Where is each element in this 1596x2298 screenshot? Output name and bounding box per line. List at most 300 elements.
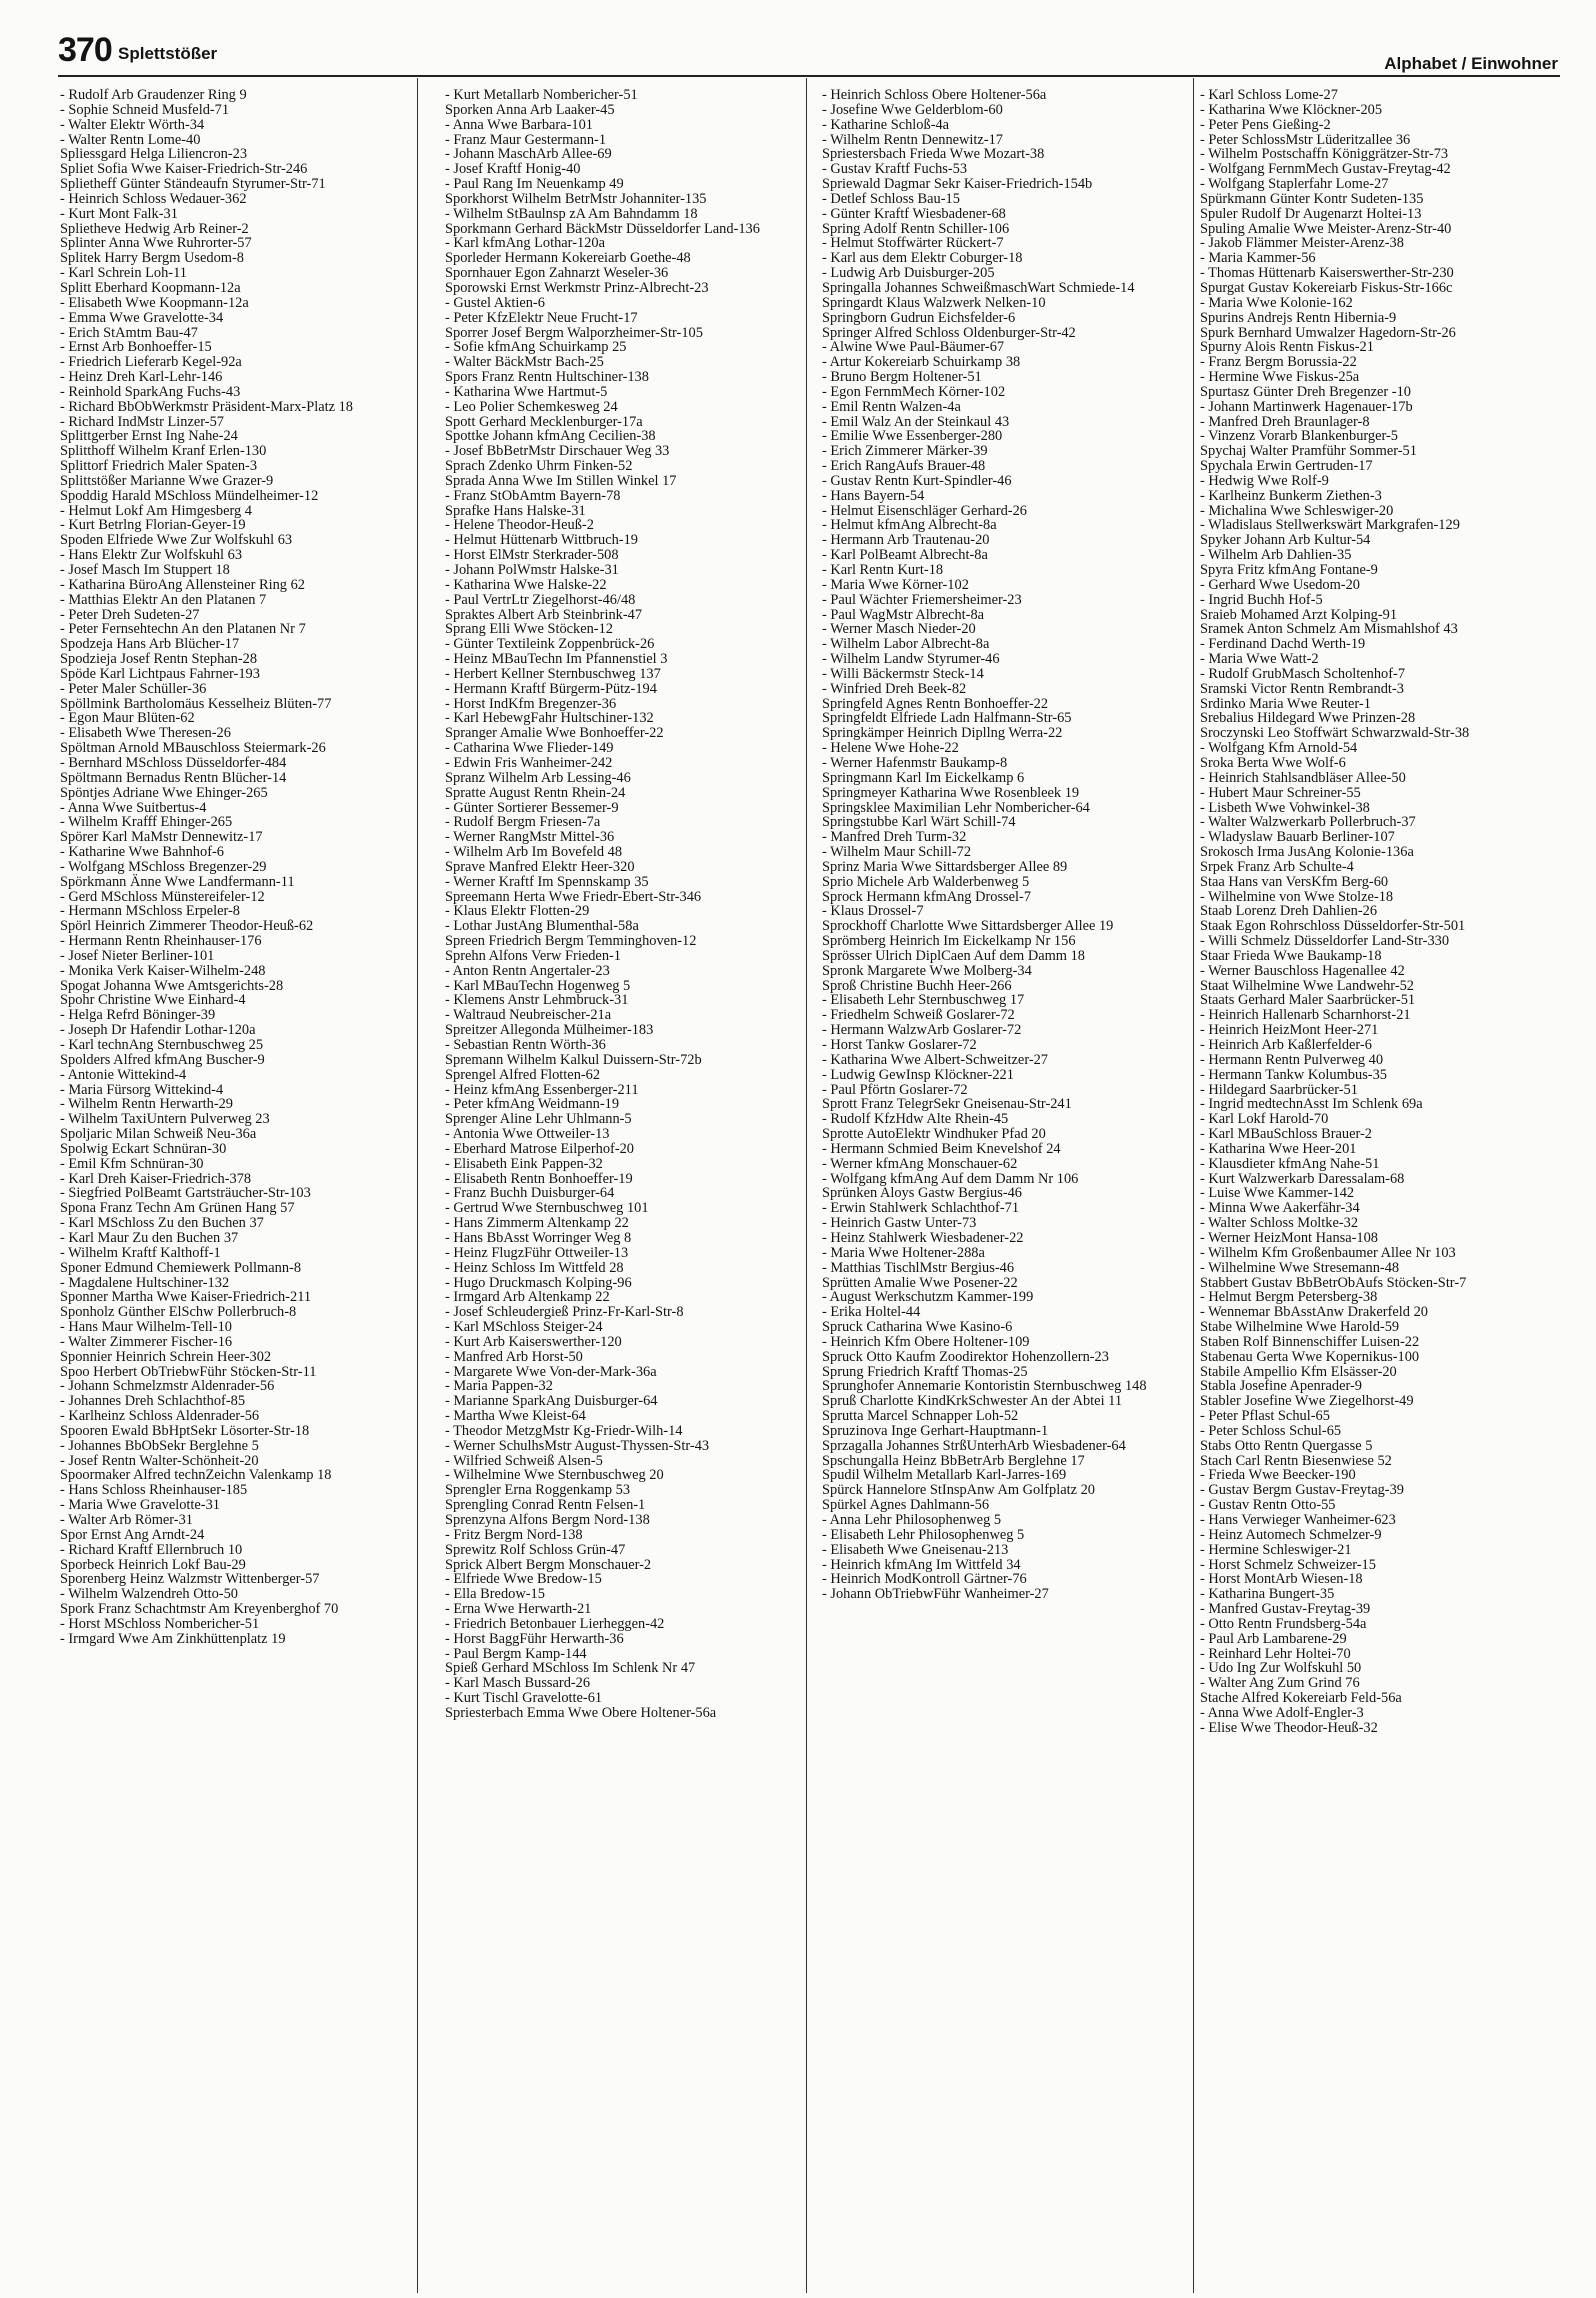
directory-entry: - Wilhelm Maur Schill-72 (822, 844, 972, 861)
directory-entry: - Walter Schloss Moltke-32 (1200, 1215, 1359, 1232)
directory-entry: - Johannes BbObSekr Berglehne 5 (60, 1437, 259, 1454)
directory-entry: - Theodor MetzgMstr Kg-Friedr-Wilh-14 (445, 1422, 683, 1439)
directory-entry: Staben Rolf Binnenschiffer Luisen-22 (1200, 1333, 1420, 1350)
directory-entry: - Rudolf Arb Graudenzer Ring 9 (60, 88, 247, 103)
directory-entry: - Irmgard Arb Altenkamp 22 (445, 1289, 610, 1306)
directory-entry: - Emma Wwe Gravelotte-34 (60, 309, 224, 326)
directory-entry: - Katharina Bungert-35 (1200, 1586, 1335, 1603)
directory-entry: Spremann Wilhelm Kalkul Duissern-Str-72b (445, 1051, 702, 1068)
directory-entry: - Katharina Wwe Halske-22 (445, 576, 607, 593)
directory-entry: - Hans Verwieger Wanheimer-623 (1200, 1512, 1396, 1528)
directory-entry: - Willi Bäckermstr Steck-14 (822, 665, 984, 682)
directory-entry: - Rudolf GrubMasch Scholtenhof-7 (1200, 665, 1406, 682)
directory-entry: - Günter Sortierer Bessemer-9 (445, 799, 619, 816)
directory-entry: - Paul Bergm Kamp-144 (445, 1645, 587, 1662)
directory-entry: - Ludwig GewInsp Klöckner-221 (822, 1066, 1014, 1083)
directory-entry: - Günter Kraftf Wiesbadener-68 (822, 205, 1006, 222)
directory-entry: - Helga Refrd Böninger-39 (60, 1007, 216, 1024)
directory-entry: Spuler Rudolf Dr Augenarzt Holtei-13 (1200, 205, 1422, 222)
directory-entry: - Maria Wwe Körner-102 (822, 576, 969, 593)
directory-entry: - Emil Kfm Schnüran-30 (60, 1155, 204, 1172)
directory-entry: Sprach Zdenko Uhrm Finken-52 (445, 458, 633, 475)
directory-entry: - Bernhard MSchloss Düsseldorfer-484 (60, 754, 287, 771)
directory-entry: - Heinz Stahlwerk Wiesbadener-22 (822, 1229, 1024, 1246)
directory-entry: - Peter KfzElektr Neue Frucht-17 (445, 309, 638, 326)
directory-entry: - Werner kfmAng Monschauer-62 (822, 1155, 1018, 1172)
directory-entry: - Walter Rentn Lome-40 (60, 131, 201, 148)
directory-entry: - Manfred Dreh Turm-32 (822, 829, 967, 846)
directory-entry: Srokosch Irma JusAng Kolonie-136a (1200, 844, 1414, 861)
directory-entry: Spschungalla Heinz BbBetrArb Berglehne 17 (822, 1452, 1085, 1469)
directory-entry: - Karl technAng Sternbuschweg 25 (60, 1037, 264, 1053)
section-title: Alphabet / Einwohner (1384, 54, 1558, 73)
directory-entry: Spliessgard Helga Liliencron-23 (60, 146, 248, 163)
directory-entry: - Klemens Anstr Lehmbruck-31 (445, 992, 629, 1009)
directory-entry: Sproß Christine Buchh Heer-266 (822, 977, 1012, 994)
directory-entry: - Kurt Arb Kaiserswerther-120 (445, 1333, 622, 1350)
directory-entry: - Erich StAmtm Bau-47 (60, 324, 198, 341)
directory-entry: - Hermann Rentn Rheinhauser-176 (60, 933, 262, 950)
directory-entry: - Karl HebewgFahr Hultschiner-132 (445, 710, 654, 727)
directory-entry: - Heinrich Arb Kaßlerfelder-6 (1200, 1037, 1372, 1053)
directory-entry: Sprang Elli Wwe Stöcken-12 (445, 621, 613, 638)
directory-entry: - Sebastian Rentn Wörth-36 (445, 1037, 606, 1053)
directory-entry: - Wilhelm Arb Im Bovefeld 48 (445, 844, 623, 861)
directory-entry: Spoden Elfriede Wwe Zur Wolfskuhl 63 (60, 532, 293, 549)
directory-entry: - Hans Zimmerm Altenkamp 22 (445, 1215, 629, 1232)
directory-entry: Splittgerber Ernst Ing Nahe-24 (60, 428, 238, 445)
directory-entry: - Gerhard Wwe Usedom-20 (1200, 576, 1360, 593)
directory-entry: Stache Alfred Kokereiarb Feld-56a (1200, 1690, 1402, 1707)
directory-entry: Springfeldt Elfriede Ladn Halfmann-Str-65 (822, 710, 1072, 727)
directory-entry: - Werner SchulhsMstr August-Thyssen-Str-43 (445, 1437, 710, 1454)
directory-entry: - Josefine Wwe Gelderblom-60 (822, 101, 1003, 118)
directory-entry: - Karl Schloss Lome-27 (1200, 88, 1338, 103)
directory-entry: - Richard Kraftf Ellernbruch 10 (60, 1541, 243, 1558)
directory-entry: - Elisabeth Wwe Koopmann-12a (60, 294, 249, 311)
directory-entry: - Rudolf KfzHdw Alte Rhein-45 (822, 1111, 1009, 1128)
directory-entry: Springfeld Agnes Rentn Bonhoeffer-22 (822, 695, 1049, 712)
directory-entry: - Wilhelm Kfm Großenbaumer Allee Nr 103 (1200, 1244, 1456, 1261)
directory-entry: Splittorf Friedrich Maler Spaten-3 (60, 458, 258, 475)
directory-entry: Spreemann Herta Wwe Friedr-Ebert-Str-346 (445, 888, 702, 905)
directory-entry: Spürkmann Günter Kontr Sudeten-135 (1200, 190, 1424, 207)
directory-entry: - Hermann Rentn Pulverweg 40 (1200, 1051, 1384, 1068)
directory-entry: - Udo Ing Zur Wolfskuhl 50 (1200, 1660, 1362, 1677)
page-header (58, 30, 1558, 76)
directory-entry: Spürkel Agnes Dahlmann-56 (822, 1497, 990, 1514)
directory-entry: Springborn Gudrun Eichsfelder-6 (822, 309, 1016, 326)
directory-entry: - Ingrid Buchh Hof-5 (1200, 591, 1323, 608)
directory-entry: - Günter Textileink Zoppenbrück-26 (445, 636, 655, 653)
directory-entry: - Helmut kfmAng Albrecht-8a (822, 517, 997, 534)
directory-entry: Spörl Heinrich Zimmerer Theodor-Heuß-62 (60, 918, 314, 935)
directory-entry: - Karl aus dem Elektr Coburger-18 (822, 250, 1023, 267)
directory-entry: Spona Franz Techn Am Grünen Hang 57 (60, 1200, 295, 1217)
directory-entry: - Johann ObTriebwFühr Wanheimer-27 (822, 1586, 1049, 1603)
directory-entry: Sroczynski Leo Stoffwärt Schwarzwald-Str-38 (1200, 725, 1470, 742)
directory-entry: Sprengler Erna Roggenkamp 53 (445, 1482, 631, 1499)
directory-entry: Sporkhorst Wilhelm BetrMstr Johanniter-135 (445, 190, 707, 207)
directory-entry: - Wilhelm StBaulnsp zA Am Bahndamm 18 (445, 205, 698, 222)
directory-entry: Staa Hans van VersKfm Berg-60 (1200, 873, 1389, 890)
directory-entry: Sprütten Amalie Wwe Posener-22 (822, 1274, 1018, 1291)
directory-entry: Spors Franz Rentn Hultschiner-138 (445, 369, 649, 386)
directory-entry: - Leo Polier Schemkesweg 24 (445, 398, 618, 415)
directory-entry: - Katharina Wwe Hartmut-5 (445, 383, 608, 400)
directory-entry: - Elisabeth Lehr Sternbuschweg 17 (822, 992, 1025, 1009)
directory-entry: - Vinzenz Vorarb Blankenburger-5 (1200, 428, 1398, 445)
directory-entry: - Magdalene Hultschiner-132 (60, 1274, 230, 1291)
directory-entry: - Martha Wwe Kleist-64 (445, 1408, 586, 1425)
directory-entry: Spöltman Arnold MBauschloss Steiermark-26 (60, 740, 326, 757)
directory-entry: - Karl MSchloss Steiger-24 (445, 1319, 603, 1336)
directory-entry: - Karl Rentn Kurt-18 (822, 562, 944, 578)
directory-entry: - Kurt Mont Falk-31 (60, 205, 178, 222)
directory-entry: - Hans Bayern-54 (822, 487, 925, 504)
directory-entry: - Karl MBauTechn Hogenweg 5 (445, 977, 631, 994)
directory-entry: - Heinrich ModKontroll Gärtner-76 (822, 1571, 1027, 1588)
directory-entry: Spurk Bernhard Umwalzer Hagedorn-Str-26 (1200, 324, 1456, 341)
directory-entry: - Heinz FlugzFühr Ottweiler-13 (445, 1244, 629, 1261)
directory-entry: - Kurt Tischl Gravelotte-61 (445, 1690, 603, 1707)
directory-entry: Spranz Wilhelm Arb Lessing-46 (445, 769, 631, 786)
directory-entry: Spurtasz Günter Dreh Bregenzer -10 (1200, 383, 1411, 400)
directory-entry: - Heinz Automech Schmelzer-9 (1200, 1526, 1382, 1543)
directory-entry: - Wilhelm Landw Styrumer-46 (822, 651, 1000, 668)
directory-entry: - Horst ElMstr Sterkrader-508 (445, 547, 619, 564)
column-1 (60, 88, 410, 2283)
directory-entry: Sporken Anna Arb Laaker-45 (445, 101, 615, 118)
directory-entry: Spohr Christine Wwe Einhard-4 (60, 992, 246, 1009)
directory-entry: - Wolfgang Kfm Arnold-54 (1200, 740, 1358, 757)
directory-entry: - Gustav Rentn Kurt-Spindler-46 (822, 472, 1012, 489)
directory-entry: Sprzagalla Johannes StrßUnterhArb Wiesbadener-64 (822, 1437, 1126, 1454)
directory-entry: Stabla Josefine Apenrader-9 (1200, 1378, 1362, 1395)
directory-entry: - Walter Walzwerkarb Pollerbruch-37 (1200, 814, 1416, 831)
directory-entry: Springstubbe Karl Wärt Schill-74 (822, 814, 1016, 831)
directory-entry: - Karlheinz Bunkerm Ziethen-3 (1200, 487, 1382, 504)
directory-entry: Srpek Franz Arb Schulte-4 (1200, 858, 1354, 875)
directory-entry: - Hubert Maur Schreiner-55 (1200, 784, 1361, 801)
directory-entry: - Maria Wwe Holtener-288a (822, 1244, 985, 1261)
directory-entry: Sprewitz Rolf Schloss Grün-47 (445, 1541, 626, 1558)
directory-entry: Stach Carl Rentn Biesenwiese 52 (1200, 1452, 1392, 1469)
directory-entry: Sprutta Marcel Schnapper Loh-52 (822, 1408, 1019, 1425)
directory-entry: - Katharina Wwe Albert-Schweitzer-27 (822, 1051, 1049, 1068)
directory-entry: Spruß Charlotte KindKrkSchwester An der Abtei 11 (822, 1393, 1123, 1410)
directory-entry: Staar Frieda Wwe Baukamp-18 (1200, 947, 1382, 964)
column-divider (417, 78, 418, 2293)
directory-entry: - Ferdinand Dachd Werth-19 (1200, 636, 1366, 653)
directory-entry: - Walter Ang Zum Grind 76 (1200, 1675, 1360, 1692)
directory-entry: - Peter Pens Gießing-2 (1200, 116, 1331, 133)
directory-entry: Srdinko Maria Wwe Reuter-1 (1200, 695, 1371, 712)
directory-entry: - Kurt Betrlng Florian-Geyer-19 (60, 517, 246, 534)
directory-entry: - Helmut Bergm Petersberg-38 (1200, 1289, 1378, 1306)
directory-entry: Spurny Alois Rentn Fiskus-21 (1200, 339, 1374, 356)
directory-entry: Sprunghofer Annemarie Kontoristin Sternbuschweg 148 (822, 1378, 1147, 1395)
directory-entry: Spöltmann Bernadus Rentn Blücher-14 (60, 769, 287, 786)
directory-entry: - Katharina Wwe Heer-201 (1200, 1140, 1357, 1157)
directory-entry: - Heinrich kfmAng Im Wittfeld 34 (822, 1556, 1021, 1573)
directory-entry: - Luise Wwe Kammer-142 (1200, 1185, 1355, 1202)
directory-entry: - Emilie Wwe Essenberger-280 (822, 428, 1003, 445)
directory-entry: - Walter Elektr Wörth-34 (60, 116, 205, 133)
directory-entry: Sprockhoff Charlotte Wwe Sittardsberger Allee 19 (822, 918, 1114, 935)
directory-entry: - Karl Dreh Kaiser-Friedrich-378 (60, 1170, 252, 1187)
directory-entry: - Helene Theodor-Heuß-2 (445, 517, 594, 534)
directory-entry: - Frieda Wwe Beecker-190 (1200, 1467, 1356, 1484)
directory-entry: Staats Gerhard Maler Saarbrücker-51 (1200, 992, 1416, 1009)
directory-entry: - Horst MontArb Wiesen-18 (1200, 1571, 1363, 1588)
directory-entry: - Erika Holtel-44 (822, 1304, 921, 1321)
directory-entry: - Walter Zimmerer Fischer-16 (60, 1333, 233, 1350)
directory-entry: Sroka Berta Wwe Wolf-6 (1200, 754, 1346, 771)
directory-entry: Spychaj Walter Pramführ Sommer-51 (1200, 443, 1417, 460)
directory-entry: - Thomas Hüttenarb Kaiserswerther-Str-230 (1200, 265, 1454, 282)
directory-entry: Spogat Johanna Wwe Amtsgerichts-28 (60, 977, 284, 994)
directory-entry: - Elfriede Wwe Bredow-15 (445, 1571, 602, 1588)
directory-entry: - Elisabeth Lehr Philosophenweg 5 (822, 1526, 1025, 1543)
directory-entry: - Gustav Kraftf Fuchs-53 (822, 161, 968, 178)
directory-entry: - Johannes Dreh Schlachthof-85 (60, 1393, 246, 1410)
directory-entry: - Heinrich HeizMont Heer-271 (1200, 1022, 1379, 1039)
directory-entry: Sporrer Josef Bergm Walporzheimer-Str-105 (445, 324, 703, 341)
directory-entry: - Katharina Wwe Klöckner-205 (1200, 101, 1383, 118)
directory-entry: - Reinhold SparkAng Fuchs-43 (60, 383, 241, 400)
directory-entry: - Hugo Druckmasch Kolping-96 (445, 1274, 632, 1291)
directory-entry: - Matthias TischlMstr Bergius-46 (822, 1259, 1015, 1276)
directory-entry: - Hermann MSchloss Erpeler-8 (60, 903, 240, 920)
directory-entry: - Wolfgang MSchloss Bregenzer-29 (60, 858, 267, 875)
directory-entry: Sporbeck Heinrich Lokf Bau-29 (60, 1556, 246, 1573)
directory-entry: - Helmut Hüttenarb Wittbruch-19 (445, 532, 638, 549)
directory-entry: Sprengling Conrad Rentn Felsen-1 (445, 1497, 646, 1514)
directory-entry: - Josef Nieter Berliner-101 (60, 947, 215, 964)
directory-entry: Sprafke Hans Halske-31 (445, 502, 586, 519)
directory-entry: - Hermine Wwe Fiskus-25a (1200, 369, 1360, 386)
directory-entry: - Peter Dreh Sudeten-27 (60, 606, 200, 623)
directory-entry: Spoo Herbert ObTriebwFühr Stöcken-Str-11 (60, 1363, 317, 1380)
directory-entry: - Hermine Schleswiger-21 (1200, 1541, 1352, 1558)
directory-entry: Spodzeja Hans Arb Blücher-17 (60, 636, 240, 653)
directory-entry: Sprenzyna Alfons Bergm Nord-138 (445, 1512, 650, 1528)
directory-entry: - Sophie Schneid Musfeld-71 (60, 101, 230, 118)
directory-entry: - Karl Lokf Harold-70 (1200, 1111, 1329, 1128)
directory-entry: Spodzieja Josef Rentn Stephan-28 (60, 651, 258, 668)
directory-entry: Staab Lorenz Dreh Dahlien-26 (1200, 903, 1378, 920)
directory-entry: - Peter Maler Schüller-36 (60, 680, 207, 697)
directory-entry: - Minna Wwe Aakerfähr-34 (1200, 1200, 1360, 1217)
directory-entry: - Anna Lehr Philosophenweg 5 (822, 1512, 1002, 1528)
directory-entry: - Karl MBauSchloss Brauer-2 (1200, 1126, 1372, 1143)
directory-entry: Sprehn Alfons Verw Frieden-1 (445, 947, 621, 964)
directory-entry: Sprösser Ulrich DiplCaen Auf dem Damm 18 (822, 947, 1085, 964)
directory-entry: Springalla Johannes SchweißmaschWart Schmiede-14 (822, 279, 1135, 296)
directory-entry: Stabbert Gustav BbBetrObAufs Stöcken-Str-7 (1200, 1274, 1467, 1291)
directory-entry: - Siegfried PolBeamt Gartsträucher-Str-103 (60, 1185, 311, 1202)
directory-entry: Spratte August Rentn Rhein-24 (445, 784, 626, 801)
directory-entry: - Jakob Flämmer Meister-Arenz-38 (1200, 235, 1404, 252)
directory-entry: Sramek Anton Schmelz Am Mismahlshof 43 (1200, 621, 1458, 638)
directory-entry: - Heinrich Gastw Unter-73 (822, 1215, 977, 1232)
directory-entry: - Karlheinz Schloss Aldenrader-56 (60, 1408, 260, 1425)
directory-entry: - Wladyslaw Bauarb Berliner-107 (1200, 829, 1395, 846)
directory-entry: - Maria Fürsorg Wittekind-4 (60, 1081, 224, 1098)
directory-entry: - Johann Martinwerk Hagenauer-17b (1200, 398, 1413, 415)
directory-entry: Sprengel Alfred Flotten-62 (445, 1066, 601, 1083)
directory-entry: - Franz StObAmtm Bayern-78 (445, 487, 621, 504)
directory-entry: - Manfred Arb Horst-50 (445, 1348, 583, 1365)
directory-entry: Spork Franz Schachtmstr Am Kreyenberghof 70 (60, 1601, 339, 1618)
directory-entry: - Walter BäckMstr Bach-25 (445, 354, 604, 371)
directory-entry: - Artur Kokereiarb Schuirkamp 38 (822, 354, 1021, 371)
directory-entry: Spreitzer Allegonda Mülheimer-183 (445, 1022, 654, 1039)
directory-entry: - Kurt Metallarb Nombericher-51 (445, 88, 638, 103)
column-3 (822, 88, 1172, 2283)
directory-entry: - Peter Pflast Schul-65 (1200, 1408, 1330, 1425)
directory-entry: - Hermann Arb Trautenau-20 (822, 532, 990, 549)
directory-entry: - Wladislaus Stellwerkswärt Markgrafen-129 (1200, 517, 1460, 534)
directory-entry: - Peter SchlossMstr Lüderitzallee 36 (1200, 131, 1411, 148)
directory-entry: - Catharina Wwe Flieder-149 (445, 740, 614, 757)
directory-entry: - Paul VertrLtr Ziegelhorst-46/48 (445, 591, 636, 608)
directory-entry: - Josef BbBetrMstr Dirschauer Weg 33 (445, 443, 670, 460)
directory-entry: - Johann Schmelzmstr Aldenrader-56 (60, 1378, 275, 1395)
directory-entry: - Emil Rentn Walzen-4a (822, 398, 961, 415)
directory-entry: - Friedrich Lieferarb Kegel-92a (60, 354, 242, 371)
directory-entry: - Rudolf Bergm Friesen-7a (445, 814, 601, 831)
directory-entry: - Richard BbObWerkmstr Präsident-Marx-Platz 18 (60, 398, 353, 415)
directory-entry: - Detlef Schloss Bau-15 (822, 190, 960, 207)
directory-entry: Spyra Fritz kfmAng Fontane-9 (1200, 562, 1378, 578)
directory-entry: - Katharine Schloß-4a (822, 116, 950, 133)
directory-entry: - Paul Arb Lambarene-29 (1200, 1630, 1347, 1647)
column-4 (1200, 88, 1550, 2283)
directory-entry: - Wennemar BbAsstAnw Drakerfeld 20 (1200, 1304, 1428, 1321)
directory-entry: - Wilhelm Arb Dahlien-35 (1200, 547, 1352, 564)
directory-entry: Spöllmink Bartholomäus Kesselheiz Blüten-77 (60, 695, 332, 712)
directory-entry: - Manfred Dreh Braunlager-8 (1200, 413, 1370, 430)
directory-entry: Sporkmann Gerhard BäckMstr Düsseldorfer Land-136 (445, 220, 760, 237)
column-divider (806, 78, 807, 2293)
directory-entry: - Wilhelm Walzendreh Otto-50 (60, 1586, 238, 1603)
directory-entry: - Maria Wwe Watt-2 (1200, 651, 1319, 668)
directory-entry: - Heinrich Schloss Wedauer-362 (60, 190, 247, 207)
directory-entry: - Franz Maur Gestermann-1 (445, 131, 607, 148)
directory-entry: - Anna Wwe Adolf-Engler-3 (1200, 1704, 1364, 1721)
directory-entry: - Kurt Walzwerkarb Daressalam-68 (1200, 1170, 1405, 1187)
directory-entry: - Heinz Schloss Im Wittfeld 28 (445, 1259, 624, 1276)
directory-entry: Spott Gerhard Mecklenburger-17a (445, 413, 643, 430)
directory-entry: - Erich Zimmerer Märker-39 (822, 443, 988, 460)
directory-entry: - Otto Rentn Frundsberg-54a (1200, 1615, 1367, 1632)
directory-entry: - Manfred Gustav-Freytag-39 (1200, 1601, 1371, 1618)
directory-entry: Staak Egon Rohrschloss Düsseldorfer-Str-501 (1200, 918, 1466, 935)
directory-entry: Spudil Wilhelm Metallarb Karl-Jarres-169 (822, 1467, 1067, 1484)
directory-entry: - Ingrid medtechnAsst Im Schlenk 69a (1200, 1096, 1423, 1113)
directory-entry: Sponer Edmund Chemiewerk Pollmann-8 (60, 1259, 302, 1276)
directory-entry: Spychala Erwin Gertruden-17 (1200, 458, 1373, 475)
directory-entry: - Klaus Drossel-7 (822, 903, 924, 920)
directory-entry: - Hermann Kraftf Bürgerm-Pütz-194 (445, 680, 657, 697)
directory-entry: - Hans BbAsst Worringer Weg 8 (445, 1229, 632, 1246)
directory-entry: - Johann MaschArb Allee-69 (445, 146, 612, 163)
directory-entry: - Wilhelm Postschaffn Königgrätzer-Str-73 (1200, 146, 1449, 163)
directory-entry: - Sofie kfmAng Schuirkamp 25 (445, 339, 627, 356)
directory-entry: Sprott Franz TelegrSekr Gneisenau-Str-241 (822, 1096, 1072, 1113)
directory-entry: - Reinhard Lehr Holtei-70 (1200, 1645, 1351, 1662)
directory-entry: Spliet Sofia Wwe Kaiser-Friedrich-Str-246 (60, 161, 308, 178)
directory-entry: - Friedrich Betonbauer Lierheggen-42 (445, 1615, 665, 1632)
directory-entry: Spurins Andrejs Rentn Hibernia-9 (1200, 309, 1397, 326)
directory-entry: Sponnier Heinrich Schrein Heer-302 (60, 1348, 272, 1365)
directory-entry: - Helmut Lokf Am Himgesberg 4 (60, 502, 252, 519)
directory-entry: Sramski Victor Rentn Rembrandt-3 (1200, 680, 1404, 697)
directory-entry: - Gerd MSchloss Münstereifeler-12 (60, 888, 265, 905)
directory-entry: - Johann PolWmstr Halske-31 (445, 562, 619, 578)
directory-entry: - Wilhelmine Wwe Stresemann-48 (1200, 1259, 1400, 1276)
directory-entry: - Fritz Bergm Nord-138 (445, 1526, 583, 1543)
directory-entry: - Gustel Aktien-6 (445, 294, 545, 311)
directory-entry: - Horst Tankw Goslarer-72 (822, 1037, 977, 1053)
directory-entry: - Horst BaggFühr Herwarth-36 (445, 1630, 624, 1647)
directory-entry: Spolwig Eckart Schnüran-30 (60, 1140, 227, 1157)
directory-entry: - Joseph Dr Hafendir Lothar-120a (60, 1022, 256, 1039)
directory-entry: - Maria Pappen-32 (445, 1378, 553, 1395)
directory-entry: Sporenberg Heinz Walzmstr Wittenberger-57 (60, 1571, 320, 1588)
directory-entry: Spring Adolf Rentn Schiller-106 (822, 220, 1010, 237)
directory-entry: - Margarete Wwe Von-der-Mark-36a (445, 1363, 657, 1380)
directory-entry: - Willi Schmelz Düsseldorfer Land-Str-330 (1200, 933, 1450, 950)
directory-entry: - Horst IndKfm Bregenzer-36 (445, 695, 617, 712)
directory-entry: Splinter Anna Wwe Ruhrorter-57 (60, 235, 252, 252)
directory-entry: Spöde Karl Lichtpaus Fahrner-193 (60, 665, 260, 682)
directory-entry: - Karl Masch Bussard-26 (445, 1675, 591, 1692)
directory-entry: Spruck Catharina Wwe Kasino-6 (822, 1319, 1013, 1336)
directory-entry: - Herbert Kellner Sternbuschweg 137 (445, 665, 661, 682)
directory-entry: - Karl MSchloss Zu den Buchen 37 (60, 1215, 264, 1232)
directory-entry: - Wilhelm Rentn Herwarth-29 (60, 1096, 233, 1113)
directory-entry: - Wolfgang kfmAng Auf dem Damm Nr 106 (822, 1170, 1079, 1187)
directory-entry: - Erwin Stahlwerk Schlachthof-71 (822, 1200, 1020, 1217)
directory-entry: - Elisabeth Wwe Gneisenau-213 (822, 1541, 1009, 1558)
directory-entry: - Karl kfmAng Lothar-120a (445, 235, 605, 252)
page-number: 370 (58, 31, 112, 69)
directory-entry: - Wilfried Schweiß Alsen-5 (445, 1452, 603, 1469)
directory-entry: Sraieb Mohamed Arzt Kolping-91 (1200, 606, 1398, 623)
directory-entry: - Werner Bauschloss Hagenallee 42 (1200, 962, 1405, 979)
directory-entry: - Antonie Wittekind-4 (60, 1066, 187, 1083)
directory-entry: Spürck Hannelore StInspAnw Am Golfplatz 20 (822, 1482, 1095, 1499)
directory-entry: - Franz Buchh Duisburger-64 (445, 1185, 615, 1202)
directory-entry: Sprömberg Heinrich Im Eickelkamp Nr 156 (822, 933, 1076, 950)
directory-entry: - Maria Wwe Kolonie-162 (1200, 294, 1353, 311)
directory-entry: - Gertrud Wwe Sternbuschweg 101 (445, 1200, 649, 1217)
directory-entry: - Ernst Arb Bonhoeffer-15 (60, 339, 212, 356)
directory-entry: Sponner Martha Wwe Kaiser-Friedrich-211 (60, 1289, 312, 1306)
directory-entry: - Irmgard Wwe Am Zinkhüttenplatz 19 (60, 1630, 286, 1647)
directory-entry: - Hermann WalzwArb Goslarer-72 (822, 1022, 1022, 1039)
directory-entry: - Anton Rentn Angertaler-23 (445, 962, 610, 979)
directory-entry: Splitthoff Wilhelm Kranf Erlen-130 (60, 443, 267, 460)
directory-entry: - Karl PolBeamt Albrecht-8a (822, 547, 988, 564)
directory-entry: Spurgat Gustav Kokereiarb Fiskus-Str-166c (1200, 279, 1453, 296)
directory-entry: - Karl Maur Zu den Buchen 37 (60, 1229, 239, 1246)
directory-entry: - Richard IndMstr Linzer-57 (60, 413, 224, 430)
directory-entry: - Karl Schrein Loh-11 (60, 265, 187, 282)
